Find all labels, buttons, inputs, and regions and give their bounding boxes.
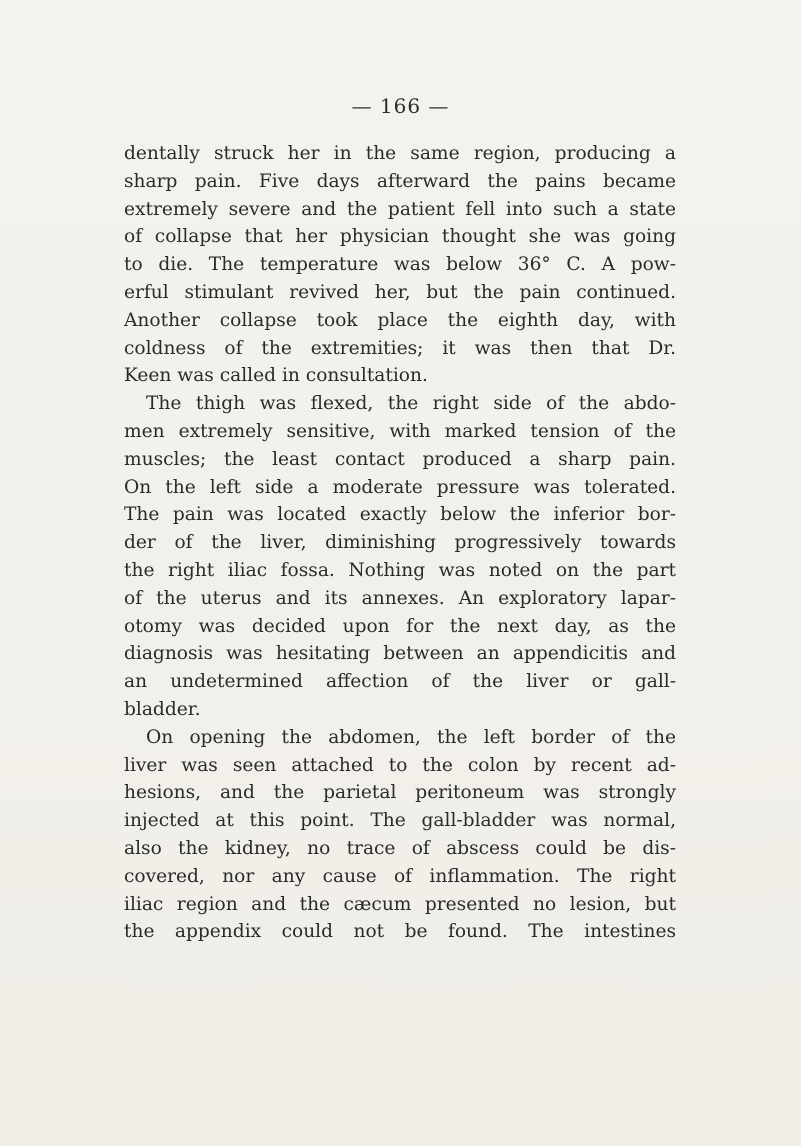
- text-line: coldness of the extremities; it was then that Dr.: [124, 337, 676, 359]
- text-line: an undetermined affection of the liver or gall-: [124, 671, 676, 693]
- text-line: The pain was located exactly below the inferior bor-: [124, 504, 676, 526]
- text-line: of collapse that her physician thought she was going: [124, 226, 676, 248]
- body-text: [124, 140, 676, 946]
- text-line: muscles; the least contact produced a sharp pain.: [124, 448, 676, 470]
- page-number: — 166 —: [351, 94, 450, 118]
- text-line: to die. The temperature was below 36° C. A pow-: [124, 254, 676, 276]
- text-line: bladder.: [124, 698, 201, 720]
- text-line: Keen was called in consultation.: [124, 365, 428, 387]
- text-line: Another collapse took place the eighth day, with: [124, 309, 676, 331]
- text-line: On opening the abdomen, the left border of the: [146, 726, 676, 748]
- text-line: erful stimulant revived her, but the pain continued.: [124, 281, 676, 303]
- text-line: extremely severe and the patient fell into such a state: [124, 198, 676, 220]
- text-line: dentally struck her in the same region, producing a: [124, 143, 676, 164]
- text-line: diagnosis was hesitating between an appendicitis and: [124, 643, 676, 665]
- text-line: The thigh was flexed, the right side of the abdo-: [146, 393, 676, 415]
- text-line: otomy was decided upon for the next day, as the: [124, 615, 676, 637]
- text-line: the appendix could not be found. The intestines: [124, 921, 676, 943]
- text-line: sharp pain. Five days afterward the pains became: [124, 170, 676, 192]
- text-line: covered, nor any cause of inflammation. The right: [124, 865, 676, 887]
- text-line: injected at this point. The gall-bladder was normal,: [124, 810, 676, 832]
- text-line: On the left side a moderate pressure was tolerated.: [124, 476, 676, 498]
- text-line: iliac region and the cæcum presented no lesion, but: [124, 893, 676, 915]
- text-line: of the uterus and its annexes. An exploratory lapar-: [124, 587, 676, 609]
- text-line: liver was seen attached to the colon by recent ad-: [124, 754, 676, 776]
- text-line: hesions, and the parietal peritoneum was strongly: [124, 782, 676, 804]
- text-line: der of the liver, diminishing progressively towards: [124, 532, 676, 554]
- text-line: also the kidney, no trace of abscess could be dis-: [124, 837, 676, 859]
- text-line: the right iliac fossa. Nothing was noted on the part: [124, 559, 676, 581]
- text-line: men extremely sensitive, with marked tension of the: [124, 420, 676, 442]
